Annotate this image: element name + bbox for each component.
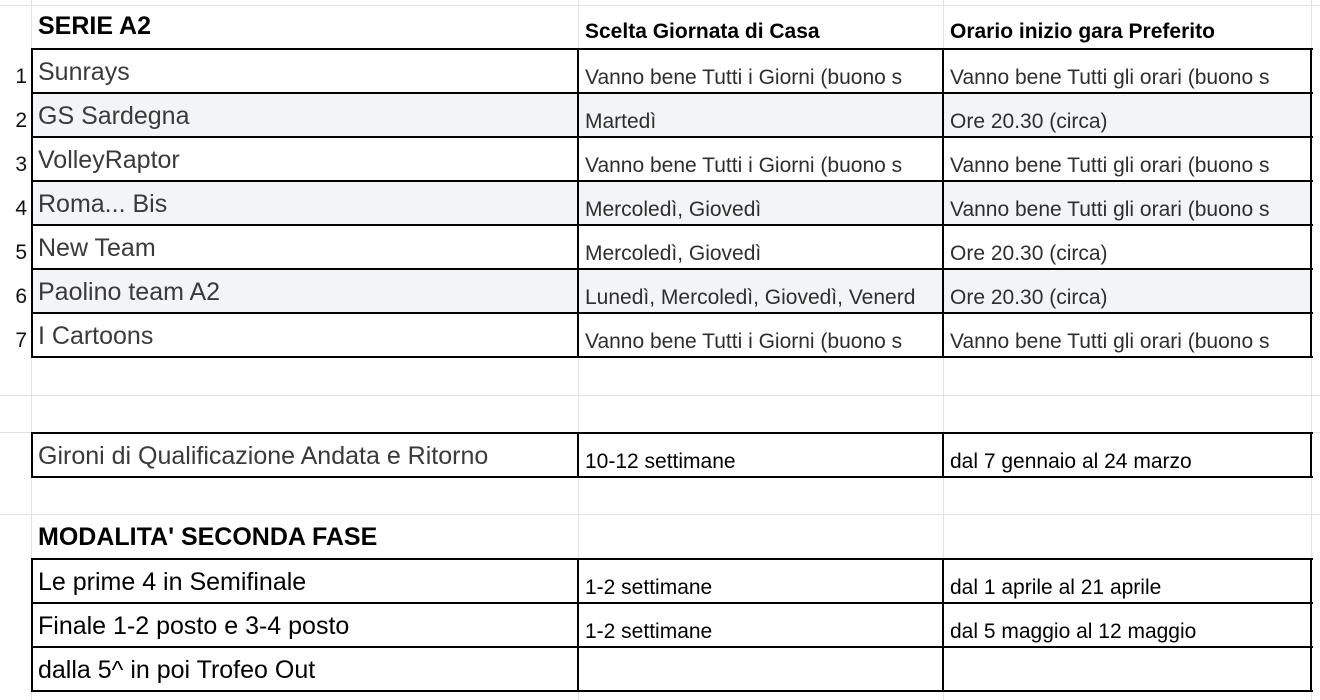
team-name: Sunrays [38,58,130,86]
team-orario: Vanno bene Tutti gli orari (buono s [950,154,1270,177]
row-number: 1 [15,65,27,88]
qualificazione-periodo: dal 7 gennaio al 24 marzo [950,450,1192,473]
header-orario: Orario inizio gara Preferito [950,20,1215,43]
team-giornata: Lunedì, Mercoledì, Giovedì, Venerd [578,270,943,312]
team-giornata: Vanno bene Tutti i Giorni (buono s [585,66,903,89]
fase-row-label: Finale 1-2 posto e 3-4 posto [38,612,350,640]
fase-row-periodo: dal 5 maggio al 12 maggio [950,620,1197,643]
team-giornata: Martedì [578,94,943,136]
team-name: VolleyRaptor [38,146,180,174]
row-number: 2 [15,109,27,132]
team-orario: Vanno bene Tutti gli orari (buono s [950,66,1270,89]
seconda-fase-title: MODALITA' SECONDA FASE [38,523,378,551]
team-giornata: Vanno bene Tutti i Giorni (buono s [585,154,903,177]
team-giornata: Mercoledì, Giovedì [585,242,762,265]
fase-row-periodo: dal 1 aprile al 21 aprile [950,576,1162,599]
team-orario: Ore 20.30 (circa) [943,270,1311,312]
qualificazione-label: Gironi di Qualificazione Andata e Ritorno [38,442,489,470]
header-giornata: Scelta Giornata di Casa [585,20,820,43]
serie-title: SERIE A2 [38,12,152,40]
team-orario: Vanno bene Tutti gli orari (buono s [943,182,1311,224]
fase-row-periodo [943,648,1311,692]
team-giornata: Vanno bene Tutti i Giorni (buono s [585,330,903,353]
row-number: 6 [15,285,27,308]
team-name: GS Sardegna [31,94,578,136]
row-number: 3 [15,153,27,176]
fase-row-durata [578,648,943,692]
qualificazione-durata: 10-12 settimane [585,450,736,473]
fase-row-durata: 1-2 settimane [585,620,713,643]
fase-row-label: Le prime 4 in Semifinale [38,568,307,596]
row-number: 5 [15,241,27,264]
team-name: Paolino team A2 [31,270,578,312]
team-orario: Ore 20.30 (circa) [950,242,1108,265]
team-orario: Vanno bene Tutti gli orari (buono s [950,330,1270,353]
team-orario: Ore 20.30 (circa) [943,94,1311,136]
row-number: 7 [15,329,27,352]
team-giornata: Mercoledì, Giovedì [578,182,943,224]
fase-row-durata: 1-2 settimane [585,576,713,599]
fase-row-label: dalla 5^ in poi Trofeo Out [38,656,316,684]
team-name: I Cartoons [38,322,154,350]
row-number: 4 [15,197,27,220]
team-name: Roma... Bis [31,182,578,224]
team-name: New Team [38,234,156,262]
